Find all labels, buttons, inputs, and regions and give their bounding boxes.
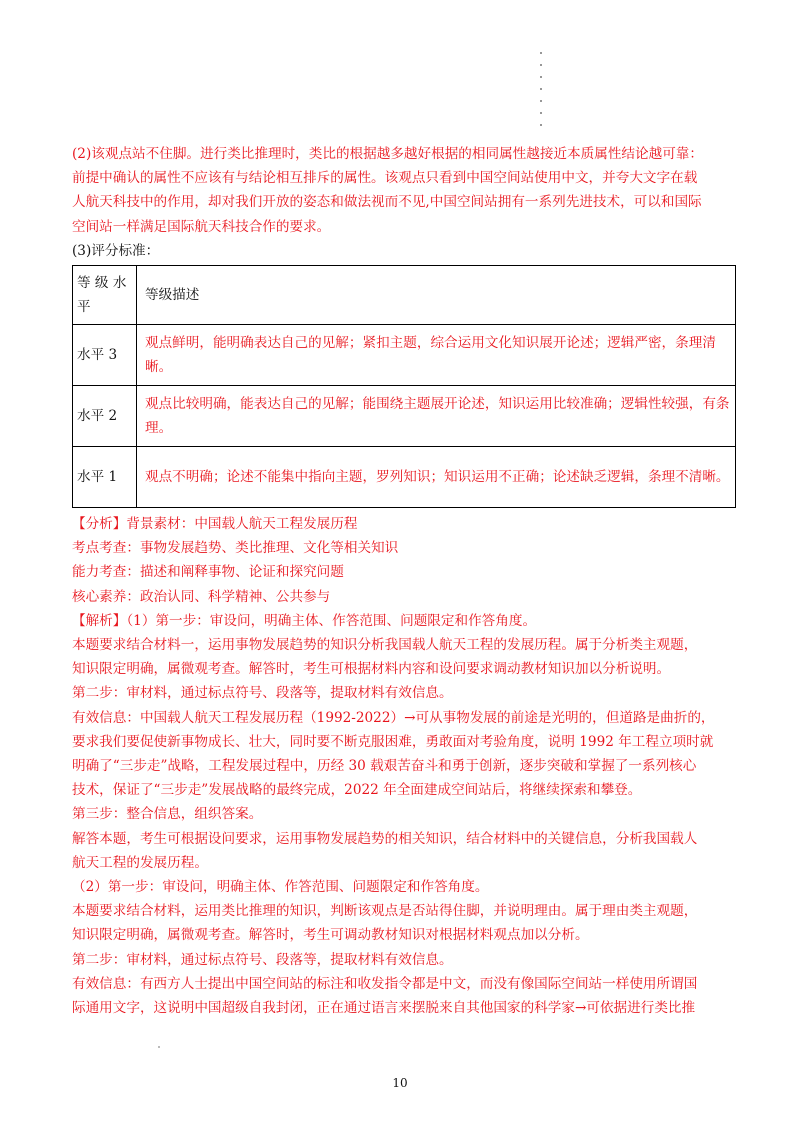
level-cell: 水平 1 [73, 447, 137, 508]
solution-line: 要求我们要促使新事物成长、壮大，同时要不断克服困难，勇敢面对考验角度，说明 1992 年工程立项时就 [72, 733, 714, 750]
analysis-line: 【分析】背景素材：中国载人航天工程发展历程 [72, 516, 358, 533]
grading-title: (3)评分标准： [72, 242, 160, 259]
margin-dots [540, 52, 548, 126]
answer-2-line: 空间站一样满足国际航天科技合作的要求。 [72, 218, 331, 235]
page-number: 10 [392, 1076, 408, 1090]
solution-line: 第三步：整合信息，组织答案。 [72, 806, 263, 823]
solution-line: 技术，保证了“三步走”发展战略的最终完成，2022 年全面建成空间站后，将继续探索和攀登。 [72, 782, 642, 799]
document-body [72, 142, 736, 1020]
table-row [73, 386, 736, 447]
solution-line: 解答本题，考生可根据设问要求，运用事物发展趋势的相关知识，结合材料中的关键信息，分析我国载人 [72, 830, 698, 847]
solution-line: 【解析】（1）第一步：审设问，明确主体、作答范围、问题限定和作答角度。 [72, 612, 537, 629]
solution-line: 第二步：审材料，通过标点符号、段落等，提取材料有效信息。 [72, 951, 453, 968]
header-level: 等 级 水 平 [73, 266, 137, 325]
solution-line: 第二步：审材料，通过标点符号、段落等，提取材料有效信息。 [72, 685, 453, 702]
analysis-line: 考点考查：事物发展趋势、类比推理、文化等相关知识 [72, 540, 399, 557]
solution-line: 知识限定明确，属微观考查。解答时，考生可调动教材知识对根据材料观点加以分析。 [72, 927, 589, 944]
answer-2-line: 前提中确认的属性不应该有与结论相互排斥的属性。该观点只看到中国空间站使用中文，并夸大文字在载 [72, 170, 698, 187]
description-cell: 观点比较明确，能表达自己的见解；能围绕主题展开论述，知识运用比较准确；逻辑性较强，有条理。 [137, 386, 736, 447]
table-row [73, 447, 736, 508]
solution-line: 航天工程的发展历程。 [72, 854, 208, 871]
analysis-line: 能力考查：描述和阐释事物、论证和探究问题 [72, 564, 344, 581]
solution-line: 明确了“三步走”战略，工程发展过程中，历经 30 载艰苦奋斗和勇于创新，逐步突破和掌握了一系列核心 [72, 758, 697, 775]
table-row [73, 325, 736, 386]
solution-line: 本题要求结合材料，运用类比推理的知识，判断该观点是否站得住脚，并说明理由。属于理由类主观题， [72, 903, 698, 920]
table-header-row [73, 266, 736, 325]
answer-2-line: 人航天科技中的作用，却对我们开放的姿态和做法视而不见,中国空间站拥有一系列先进技术，可以和国际 [72, 194, 702, 211]
solution-line: （2）第一步：审设问，明确主体、作答范围、问题限定和作答角度。 [72, 879, 489, 896]
analysis-line: 核心素养：政治认同、科学精神、公共参与 [72, 588, 331, 605]
description-cell: 观点鲜明，能明确表达自己的见解；紧扣主题，综合运用文化知识展开论述；逻辑严密，条理清晰。 [137, 325, 736, 386]
header-description: 等级描述 [137, 266, 736, 325]
solution-line: 有效信息：有西方人士提出中国空间站的标注和收发指令都是中文，而没有像国际空间站一样使用所谓国 [72, 975, 698, 992]
solution-line: 有效信息：中国载人航天工程发展历程（1992-2022）→可从事物发展的前途是光明的，但道路是曲折的， [72, 709, 715, 726]
level-cell: 水平 2 [73, 386, 137, 447]
solution-line: 知识限定明确，属微观考查。解答时，考生可根据材料内容和设问要求调动教材知识加以分析说明。 [72, 661, 671, 678]
faint-dot [158, 1046, 160, 1048]
description-cell: 观点不明确；论述不能集中指向主题，罗列知识；知识运用不正确；论述缺乏逻辑，条理不清晰。 [137, 447, 736, 508]
solution-line: 际通用文字，这说明中国超级自我封闭，正在通过语言来摆脱来自其他国家的科学家→可依据进行类比推 [72, 1000, 696, 1017]
grading-table [72, 265, 736, 508]
level-cell: 水平 3 [73, 325, 137, 386]
answer-2-line: (2)该观点站不住脚。进行类比推理时，类比的根据越多越好根据的相同属性越接近本质属性结论越可靠： [72, 146, 703, 162]
solution-line: 本题要求结合材料一，运用事物发展趋势的知识分析我国载人航天工程的发展历程。属于分析类主观题， [72, 637, 698, 654]
